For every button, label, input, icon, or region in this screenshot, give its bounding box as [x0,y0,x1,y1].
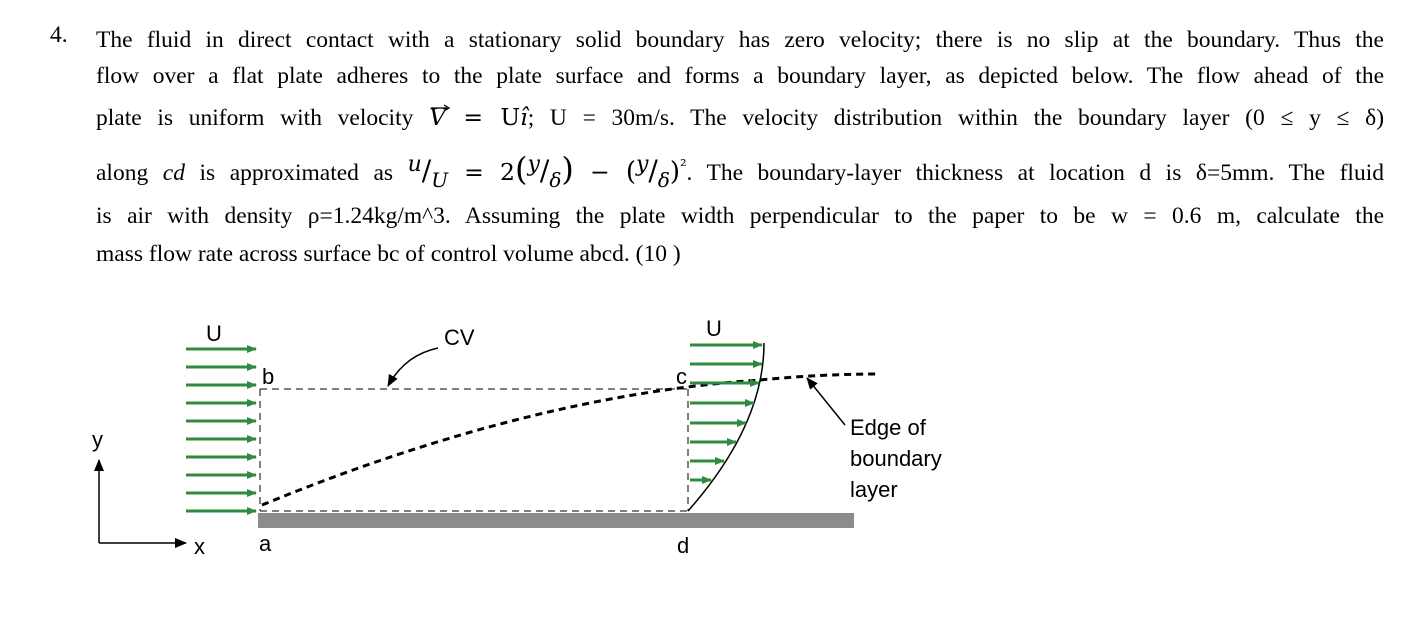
label-u-left: U [206,321,222,346]
control-volume-abcd [260,389,688,511]
label-b: b [262,364,275,389]
text-line-4: along cd is approximated as $^u/_U = 2(^y/_\delta) - (^y/_\delta)^{^2}$. The boundary-layer thickness at location d is δ=5mm. The fluid [96,149,1384,192]
boundary-layer-edge [262,374,880,505]
label-y: y [92,427,103,452]
text-line-1: The fluid in direct contact with a stationary solid boundary has zero velocity; there is no slip at the boundary. Thus the [96,27,1384,53]
velocity-vector: V [429,103,447,131]
label-a: a [259,531,272,556]
label-x: x [194,534,205,559]
label-d: d [677,533,690,558]
label-cv: CV [444,325,475,350]
text-line-2: flow over a flat plate adheres to the plate surface and forms a boundary layer, as depicted below. The flow ahead of the [96,63,1384,89]
text-line-3: plate is uniform with velocity V = Uî; U = 30m/s. The velocity distribution within the boundary layer (0 ≤ y ≤ δ) [96,103,1385,131]
label-u-right: U [706,316,722,341]
question-number: 4. [50,22,68,48]
text-line-6: mass flow rate across surface bc of control volume abcd. (10 ) [96,241,681,267]
flat-plate [258,513,854,528]
label-c: c [676,364,687,389]
text-line-5: is air with density ρ=1.24kg/m^3. Assuming the plate width perpendicular to the paper to be w = 0.6 m, calculate the [96,203,1384,229]
edge-label-line1: Edge of [850,415,926,440]
edge-pointer-arrow [807,378,845,425]
coordinate-axes [99,460,186,543]
velocity-profile-curve [688,343,764,511]
edge-label-line2: boundary [850,446,942,471]
uniform-flow-arrows [186,349,256,511]
vector-arrow-icon [431,105,449,111]
cv-pointer-arrow [388,348,438,386]
velocity-profile-formula: $^u/_U = 2(^y/_\delta) - (^y/_\delta)^{^2}$ [407,149,687,192]
edge-label-line3: layer [850,477,898,502]
